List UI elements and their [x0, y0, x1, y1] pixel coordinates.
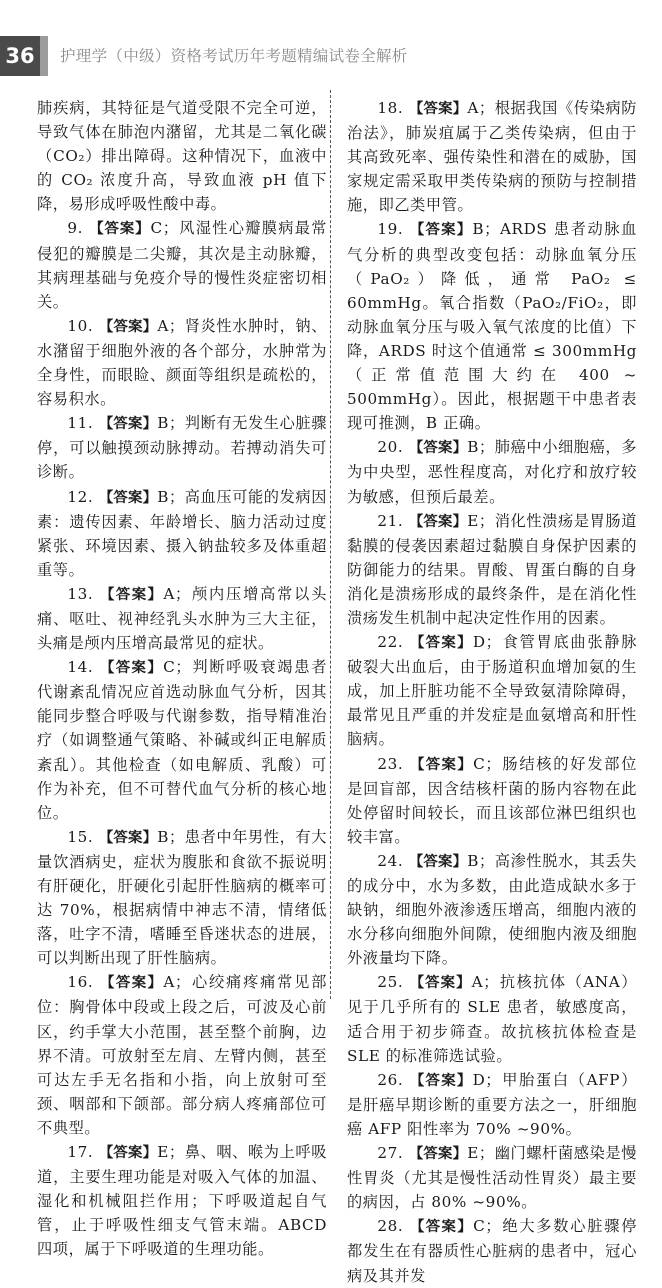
item-number: 16.	[67, 973, 94, 992]
answer-choice: A；	[163, 584, 191, 603]
continued-paragraph: 肺疾病，其特征是气道受限不完全可逆，导致气体在肺泡内潴留，尤其是二氧化碳（CO₂）排出障碍。这种情况下，血液中的 CO₂ 浓度升高，导致血液 pH 值下降，易形成呼吸性酸中毒。	[37, 99, 327, 214]
answer-explanation: 食管胃底曲张静脉破裂大出血后，由于肠道积血增加氨的生成，加上肝脏功能不全导致氨清除障碍，最常见且严重的并发症是血氨增高和肝性脑病。	[347, 633, 637, 749]
answer-label: 【答案】	[409, 1072, 473, 1089]
answer-label: 【答案】	[408, 101, 468, 117]
answer-explanation: 抗核抗体（ANA）见于几乎所有的 SLE 患者，敏感度高，适合用于初步筛查。故抗核抗体检查是 SLE 的标准筛选试验。	[347, 973, 637, 1065]
answer-label: 【答案】	[409, 222, 473, 239]
page-number: 36	[0, 36, 40, 76]
answer-choice: D；	[472, 633, 502, 652]
answer-explanation: 肺癌中小细胞癌，多为中央型，恶性程度高，对化疗和放疗较为敏感，但预后最差。	[347, 438, 637, 506]
answer-explanation: 风湿性心瓣膜病最常侵犯的瓣膜是二尖瓣，其次是主动脉瓣，其病理基础与免疫介导的慢性炎症密切相关。	[37, 219, 327, 311]
answer-explanation: ARDS 患者动脉血气分析的典型改变包括：动脉血氧分压（PaO₂）降低，通常 PaO₂ ≤ 60mmHg。氧合指数（PaO₂/FiO₂，即动脉血氧分压与吸入氧气浓度的比值）下降，ARDS 时这个值通常 ≤ 300mmHg（正常值范围大约在 400 ~ 500mmHg）。因此，根据题干中患者表现可推测，B 正确。	[347, 220, 637, 433]
answer-choice: E；	[467, 511, 495, 530]
answer-choice: C；	[163, 658, 192, 677]
book-title: 护理学（中级）资格考试历年考题精编试卷全解析	[60, 47, 408, 65]
answer-label: 【答案】	[100, 975, 164, 992]
item-number: 11.	[67, 414, 94, 433]
answer-label: 【答案】	[98, 1145, 158, 1162]
answer-explanation: 甲胎蛋白（AFP）是肝癌早期诊断的重要方法之一，肝细胞癌 AFP 阳性率为 70% ~90%。	[347, 1070, 637, 1138]
answer-item-13	[37, 582, 327, 655]
item-number: 27.	[377, 1144, 404, 1163]
answer-choice: C；	[150, 219, 179, 238]
answer-item-11	[37, 411, 327, 484]
answer-label: 【答案】	[99, 660, 164, 677]
answer-choice: B；	[467, 438, 495, 457]
item-number: 28.	[377, 1217, 404, 1236]
answer-explanation: 幽门螺杆菌感染是慢性胃炎（尤其是慢性活动性胃炎）最主要的病因，占 80% ~90%。	[347, 1144, 637, 1212]
column-divider	[330, 90, 331, 999]
answer-explanation: 绝大多数心脏骤停都发生在有器质性心脏病的患者中，冠心病及其并发	[347, 1217, 637, 1285]
answer-explanation: 判断有无发生心脏骤停，可以触摸颈动脉搏动。若搏动消失可诊断。	[37, 414, 327, 482]
answer-label: 【答案】	[409, 635, 473, 652]
answer-label: 【答案】	[408, 853, 468, 870]
answer-item-20	[347, 435, 637, 508]
answer-choice: D；	[472, 1070, 502, 1089]
header-accent-bar	[40, 36, 48, 76]
item-number: 26.	[377, 1070, 404, 1089]
answer-choice: A；	[467, 99, 495, 117]
answer-item-15	[37, 825, 327, 971]
answer-item-21	[347, 509, 637, 630]
item-number: 25.	[377, 973, 404, 992]
right-column	[347, 96, 637, 1288]
answer-label: 【答案】	[408, 1146, 468, 1163]
item-number: 23.	[377, 754, 404, 773]
answer-explanation: 判断呼吸衰竭患者代谢紊乱情况应首选动脉血气分析，因其能同步整合呼吸与代谢参数，指导精准治疗（如调整通气策略、补碱或纠正电解质紊乱）。其他检查（如电解质、乳酸）可作为补充，但不可替代血气分析的核心地位。	[37, 658, 327, 822]
answer-item-16	[37, 970, 327, 1140]
item-number: 9.	[67, 219, 84, 238]
answer-choice: A；	[157, 316, 185, 335]
answer-choice: A；	[163, 973, 191, 992]
answer-explanation: 患者中年男性，有大量饮酒病史，症状为腹胀和食欲不振说明有肝硬化，肝硬化引起肝性脑病的概率可达 70%，根据病情中神志不清，情绪低落，吐字不清，嗜睡至昏迷状态的进展，可以判断出现了肝性脑病。	[37, 827, 327, 968]
answer-item-23	[347, 752, 637, 849]
item-number: 20.	[377, 438, 404, 457]
answer-item-27	[347, 1141, 637, 1214]
answer-label: 【答案】	[89, 221, 151, 238]
answer-item-19	[347, 217, 637, 435]
item-number: 13.	[67, 584, 94, 603]
answer-label: 【答案】	[98, 489, 158, 506]
answer-label: 【答案】	[409, 1219, 474, 1236]
answer-choice: B；	[157, 414, 185, 433]
answer-choice: C；	[473, 1217, 502, 1236]
answer-choice: B；	[157, 827, 185, 846]
answer-item-22	[347, 630, 637, 751]
answer-item-18	[347, 96, 637, 217]
item-number: 24.	[377, 851, 404, 870]
answer-label: 【答案】	[98, 416, 158, 433]
answer-explanation: 根据我国《传染病防治法》，肺炭疽属于乙类传染病，但由于其高致死率、强传染性和潜在的威胁，国家规定需采取甲类传染病的预防与控制措施，即乙类甲管。	[347, 99, 638, 215]
item-number: 22.	[377, 633, 404, 652]
answer-explanation: 心绞痛疼痛常见部位：胸骨体中段或上段之后，可波及心前区，约手掌大小范围，甚至整个前胸，边界不清。可放射至左肩、左臂内侧，甚至可达左手无名指和小指，向上放射可至颈、咽部和下颌部。部分病人疼痛部位可不典型。	[37, 973, 327, 1137]
item-number: 15.	[67, 827, 94, 846]
item-number: 14.	[67, 658, 94, 677]
page-header	[0, 36, 662, 76]
answer-item-26	[347, 1068, 637, 1141]
item-number: 10.	[67, 316, 94, 335]
answer-explanation: 高血压可能的发病因素：遗传因素、年龄增长、脑力活动过度紧张、环境因素、摄入钠盐较多及体重超重等。	[37, 487, 327, 579]
answer-item-10	[37, 314, 327, 411]
answer-choice: B；	[472, 220, 500, 239]
answer-item-14	[37, 655, 327, 825]
answer-explanation: 肾炎性水肿时，钠、水潴留于细胞外液的各个部分，水肿常为全身性，而眼睑、颜面等组织是疏松的，容易积水。	[37, 316, 328, 409]
answer-label: 【答案】	[408, 513, 468, 530]
answer-item-28	[347, 1214, 637, 1287]
answer-label: 【答案】	[98, 829, 158, 846]
answer-choice: E；	[467, 1144, 495, 1163]
answer-item-9	[37, 216, 327, 313]
answer-explanation: 高渗性脱水，其丢失的成分中，水为多数，由此造成缺水多于缺钠，细胞外液渗透压增高，细胞内液的水分移向细胞外间隙，使细胞内液及细胞外液量均下降。	[347, 851, 637, 968]
answer-label: 【答案】	[98, 318, 158, 335]
answer-choice: E；	[157, 1143, 185, 1162]
answer-item-12	[37, 485, 327, 582]
answer-explanation: 颅内压增高常以头痛、呕吐、视神经乳头水肿为三大主征，头痛是颅内压增高最常见的症状。	[37, 584, 327, 653]
item-number: 17.	[67, 1143, 94, 1162]
answer-label: 【答案】	[100, 586, 164, 603]
item-number: 18.	[377, 99, 404, 117]
item-number: 19.	[377, 220, 404, 239]
answer-choice: C；	[473, 754, 502, 773]
answer-choice: B；	[157, 487, 185, 506]
answer-explanation: 鼻、咽、喉为上呼吸道，主要生理功能是对吸入气体的加温、湿化和机械阻拦作用；下呼吸道起自气管，止于呼吸性细支气管末端。ABCD 四项，属于下呼吸道的生理功能。	[37, 1143, 327, 1259]
answer-label: 【答案】	[408, 440, 468, 457]
item-number: 21.	[377, 511, 404, 530]
item-number: 12.	[67, 487, 94, 506]
answer-item-25	[347, 970, 637, 1067]
answer-item-17	[37, 1140, 327, 1261]
answer-choice: A；	[471, 973, 499, 992]
left-column	[37, 96, 327, 1262]
answer-explanation: 消化性溃疡是胃肠道黏膜的侵袭因素超过黏膜自身保护因素的防御能力的结果。胃酸、胃蛋白酶的自身消化是溃疡形成的最终条件，是在消化性溃疡发生机制中起决定性作用的因素。	[347, 511, 637, 627]
answer-label: 【答案】	[409, 975, 472, 992]
answer-label: 【答案】	[409, 756, 474, 773]
answer-item-24	[347, 849, 637, 970]
answer-explanation: 肠结核的好发部位是回盲部，因含结核杆菌的肠内容物在此处停留时间较长，而且该部位淋巴组织也较丰富。	[347, 754, 637, 846]
answer-choice: B；	[467, 851, 495, 870]
